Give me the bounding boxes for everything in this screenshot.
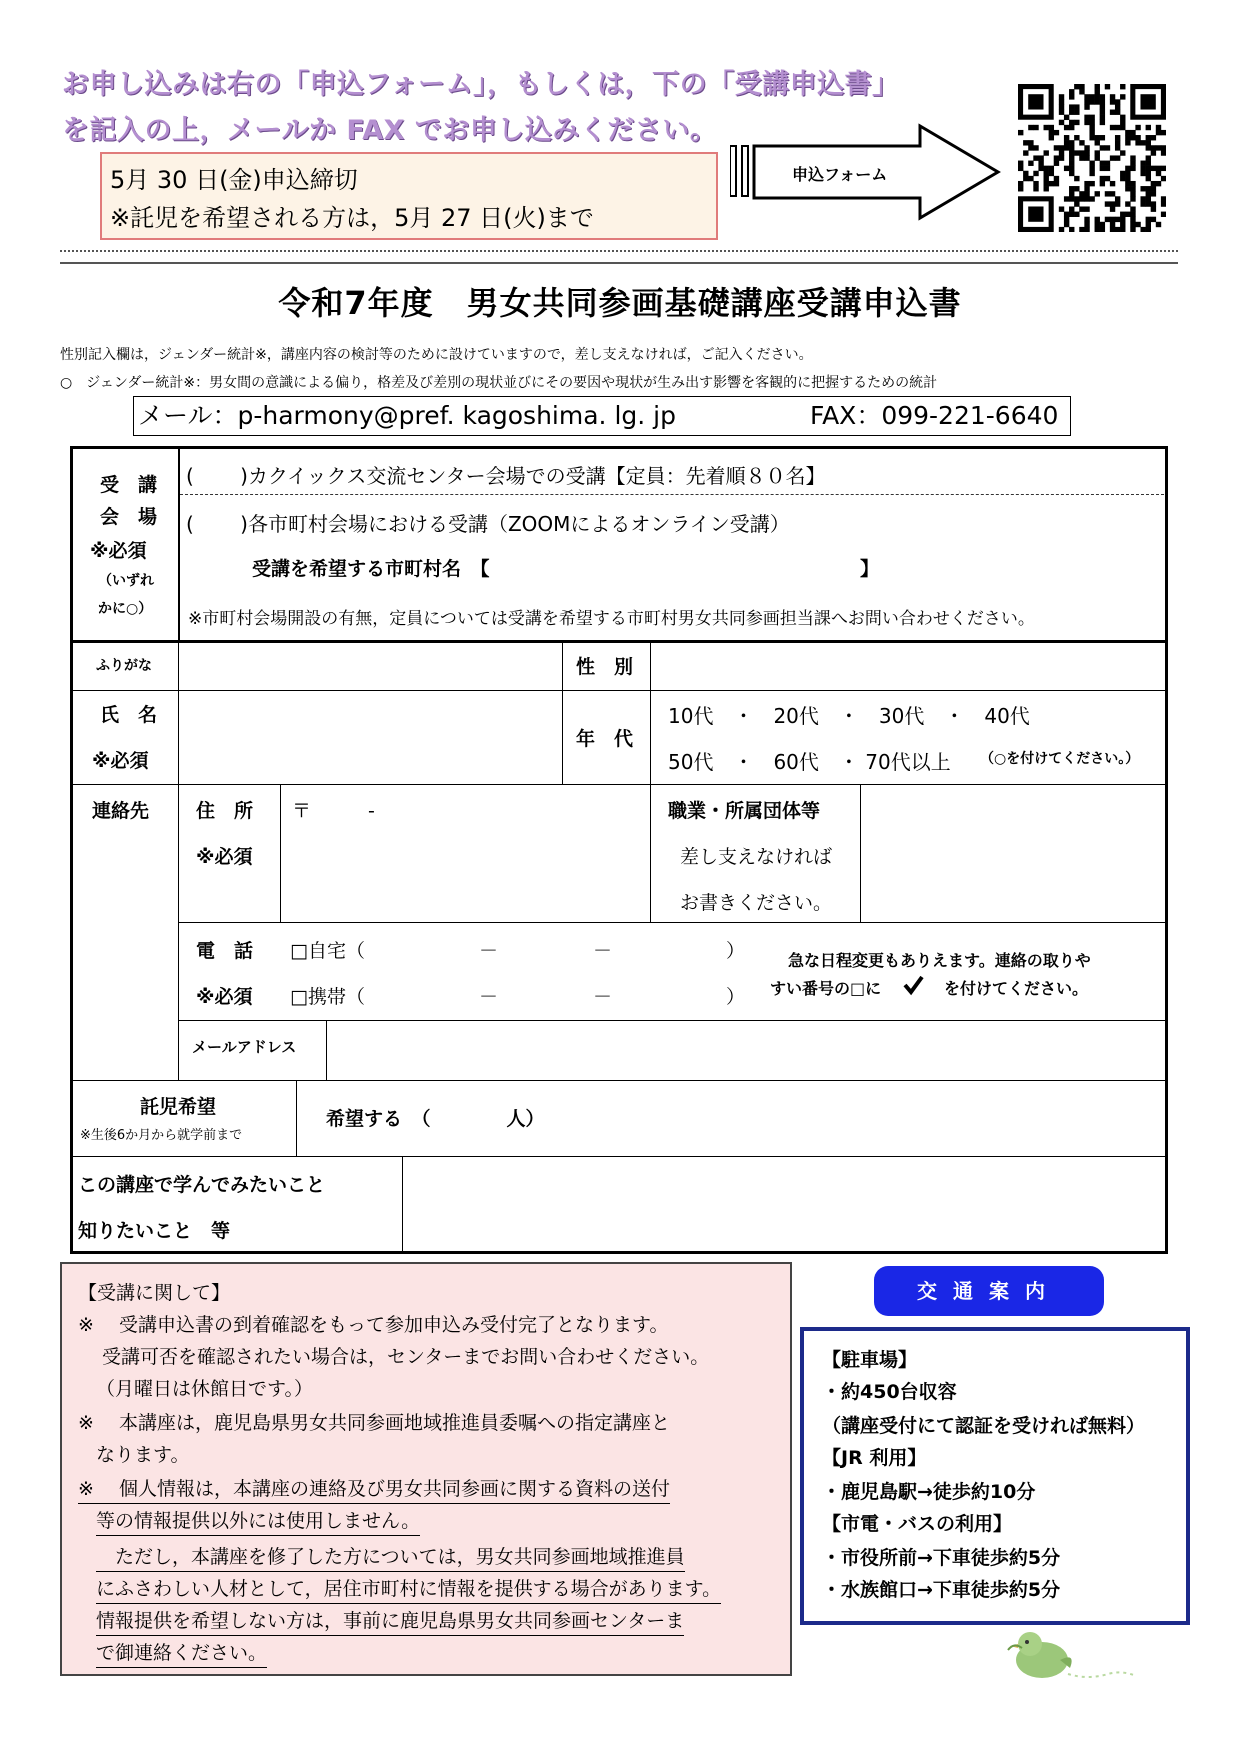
age-label: 年 代 [576, 728, 634, 750]
childcare-note: ※生後6か月から就学前まで [80, 1128, 243, 1143]
notice-line-5: なります。 [96, 1444, 190, 1466]
email-label: メールアドレス [192, 1038, 297, 1056]
transit-line-6: 【市電・バスの利用】 [822, 1513, 1013, 1535]
notice-line-11: で御連絡ください。 [96, 1638, 267, 1668]
checkmark-icon [902, 974, 924, 1000]
mobile-phone-field[interactable]: □携帯（ － － ） [290, 986, 745, 1008]
childcare-label: 託児希望 [140, 1096, 217, 1118]
name-label: 氏 名 [100, 704, 158, 726]
wish-input[interactable] [406, 1160, 1162, 1250]
furigana-label: ふりがな [96, 658, 152, 674]
form-arrow-label: 申込フォーム [792, 165, 888, 184]
transit-line-5: ・鹿児島駅→徒歩約10分 [822, 1481, 1036, 1503]
notice-line-1: ※ 受講申込書の到着確認をもって参加申込み受付完了となります。 [78, 1314, 669, 1336]
city-input[interactable] [540, 552, 860, 580]
contact-email: メール：p-harmony@pref. kagoshima. lg. jp [138, 401, 676, 430]
contact-label: 連絡先 [92, 800, 150, 822]
phone-note-3: を付けてください。 [944, 979, 1089, 998]
transit-badge: 交通案内 [874, 1266, 1104, 1316]
city-bracket-close: 】 [860, 558, 880, 580]
job-note-2: お書きください。 [680, 892, 833, 914]
job-note-1: 差し支えなければ [680, 846, 833, 868]
venue-label: 受 講 [100, 474, 158, 496]
age-note: （○を付けてください。） [980, 751, 1140, 767]
notice-box [60, 1262, 792, 1676]
notice-line-8: ただし，本講座を修了した方については，男女共同参画地域推進員 [96, 1542, 685, 1572]
gender-label: 性 別 [576, 656, 634, 678]
contact-fax: FAX：099-221-6640 [810, 401, 1059, 430]
venue-option-online[interactable]: ( )各市町村会場における受講（ZOOMによるオンライン受講） [186, 512, 790, 536]
email-input[interactable] [330, 1024, 1162, 1076]
childcare-field[interactable]: 希望する （ 人） [326, 1108, 545, 1130]
job-label: 職業・所属団体等 [668, 800, 821, 822]
furigana-input[interactable] [182, 644, 558, 688]
city-prompt: 受講を希望する市町村名 【 [252, 558, 490, 580]
intro-line-1: お申し込みは右の「申込フォーム」，もしくは，下の「受講申込書」 [62, 69, 900, 100]
transit-line-3: （講座受付にて認証を受ければ無料） [822, 1415, 1146, 1437]
transit-box [800, 1327, 1190, 1625]
venue-option-center[interactable]: ( )カクイックス交流センター会場での受講【定員：先着順８０名】 [186, 464, 826, 488]
gender-stat-note: ○ ジェンダー統計※：男女間の意識による偏り，格差及び差別の現状並びにその要因や現状が生み出す影響を客観的に把握するための統計 [60, 375, 938, 391]
home-phone-field[interactable]: □自宅（ － － ） [290, 940, 745, 962]
job-input[interactable] [864, 788, 1162, 918]
name-input[interactable] [182, 694, 558, 780]
notice-line-2: 受講可否を確認されたい場合は，センターまでお問い合わせください。 [102, 1346, 710, 1368]
venue-required: ※必須 [90, 540, 147, 562]
bird-illustration-icon [1000, 1622, 1140, 1696]
phone-note-2: すい番号の□に [770, 979, 882, 998]
childcare-deadline: ※託児を希望される方は，5月 27 日(火)まで [110, 204, 594, 232]
notice-line-9: にふさわしい人材として，居住市町村に情報を提供する場合があります。 [96, 1574, 721, 1604]
transit-line-2: ・約450台収容 [822, 1381, 957, 1403]
transit-line-8: ・水族館口→下車徒歩約5分 [822, 1579, 1061, 1601]
address-required: ※必須 [196, 846, 253, 868]
transit-line-7: ・市役所前→下車徒歩約5分 [822, 1547, 1061, 1569]
venue-either-1: （いずれ [98, 573, 154, 589]
notice-line-6: ※ 個人情報は，本講座の連絡及び男女共同参画に関する資料の送付 [78, 1474, 670, 1504]
deadline-date: 5月 30 日(金)申込締切 [110, 166, 358, 194]
transit-line-4: 【JR 利用】 [822, 1447, 927, 1469]
page-title: 令和7年度 男女共同参画基礎講座受講申込書 [278, 284, 962, 322]
notice-heading: 【受講に関して】 [78, 1282, 231, 1304]
phone-required: ※必須 [196, 986, 253, 1008]
phone-note-1: 急な日程変更もありえます。連絡の取りや [788, 951, 1091, 970]
transit-line-1: 【駐車場】 [822, 1349, 918, 1371]
name-required: ※必須 [92, 750, 149, 772]
gender-input[interactable] [654, 644, 1162, 688]
wish-label-2: 知りたいこと 等 [78, 1220, 231, 1242]
notice-line-3: （月曜日は休館日です。） [96, 1378, 313, 1400]
postal-code-field[interactable]: 〒 - [292, 800, 375, 822]
address-label: 住 所 [196, 800, 254, 822]
notice-line-7: 等の情報提供以外には使用しません。 [96, 1506, 420, 1536]
age-options-1[interactable]: 10代 ・ 20代 ・ 30代 ・ 40代 [668, 704, 1030, 728]
notice-line-4: ※ 本講座は，鹿児島県男女共同参画地域推進員委嘱への指定講座と [78, 1412, 670, 1434]
wish-label-1: この講座で学んでみたいこと [78, 1174, 326, 1196]
venue-label-2: 会 場 [100, 506, 158, 528]
gender-note: 性別記入欄は，ジェンダー統計※，講座内容の検討等のために設けていますので，差し支えなければ，ご記入ください。 [60, 347, 813, 363]
notice-line-10: 情報提供を希望しない方は，事前に鹿児島県男女共同参画センターま [96, 1606, 684, 1636]
age-options-2[interactable]: 50代 ・ 60代 ・ 70代以上 [668, 750, 951, 774]
intro-line-2: を記入の上，メールか FAX でお申し込みください。 [62, 115, 718, 146]
phone-label: 電 話 [196, 940, 254, 962]
city-note: ※市町村会場開設の有無，定員については受講を希望する市町村男女共同参画担当課へお問い合わせください。 [188, 609, 1035, 629]
venue-either-2: かに○） [98, 601, 153, 617]
